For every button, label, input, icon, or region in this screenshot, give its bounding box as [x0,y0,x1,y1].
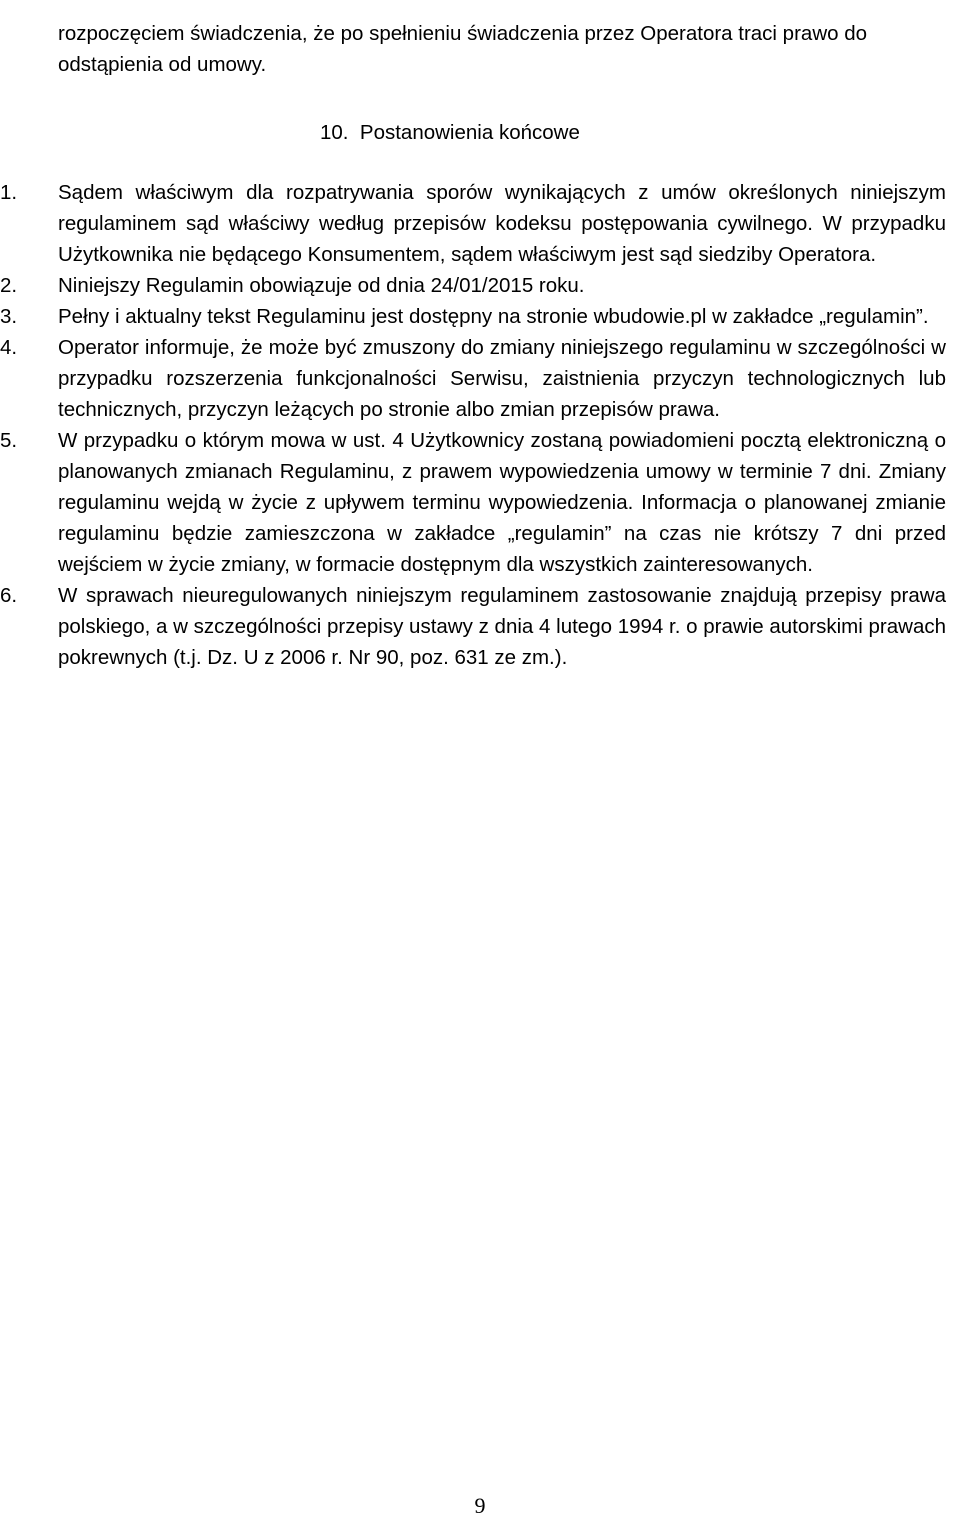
clause-item [0,301,946,332]
clause-number: 5. [0,429,18,452]
clause-number: 6. [0,584,18,607]
page-number: 9 [474,1493,486,1518]
clause-text: Sądem właściwym dla rozpatrywania sporów wynikających z umów określonych niniejszym regulaminem sąd właściwy według przepisów kodeksu postępowania cywilnego. W przypadku Użytkownika nie będącego Konsumentem, sądem właściwym jest sąd siedziby Operatora. [58,181,946,266]
section-heading [320,117,580,148]
clause-item [0,332,946,425]
clause-text: Pełny i aktualny tekst Regulaminu jest dostępny na stronie wbudowie.pl w zakładce „regulamin”. [58,305,929,328]
clause-item [0,580,946,673]
clause-item [0,177,946,270]
clause-item [0,270,946,301]
clause-list [0,177,946,673]
clause-item [0,425,946,580]
section-number: 10. [320,121,349,144]
clause-text: W sprawach nieuregulowanych niniejszym regulaminem zastosowanie znajdują przepisy prawa polskiego, a w szczególności przepisy ustawy z dnia 4 lutego 1994 r. o prawie autorskimi prawach pokrewnych (t.j. Dz. U z 2006 r. Nr 90, poz. 631 ze zm.). [58,584,946,669]
clause-text: Niniejszy Regulamin obowiązuje od dnia 24/01/2015 roku. [58,274,585,297]
clause-number: 3. [0,305,18,328]
clause-number: 1. [0,181,18,204]
section-title: Postanowienia końcowe [359,121,580,144]
clause-number: 4. [0,336,18,359]
intro-paragraph: rozpoczęciem świadczenia, że po spełnieniu świadczenia przez Operatora traci prawo do odstąpienia od umowy. [58,21,868,76]
clause-text: W przypadku o którym mowa w ust. 4 Użytkownicy zostaną powiadomieni pocztą elektroniczną o planowanych zmianach Regulaminu, z prawem wypowiedzenia umowy w terminie 7 dni. Zmiany regulaminu wejdą w życie z upływem terminu wypowiedzenia. Informacja o planowanej zmianie regulaminu będzie zamieszczona w zakładce „regulamin” na czas nie krótszy 7 dni przed wejściem w życie zmiany, w formacie dostępnym dla wszystkich zainteresowanych. [58,429,946,576]
clause-number: 2. [0,274,18,297]
clause-text: Operator informuje, że może być zmuszony do zmiany niniejszego regulaminu w szczególności w przypadku rozszerzenia funkcjonalności Serwisu, zaistnienia przyczyn technologicznych lub technicznych, przyczyn leżących po stronie albo zmian przepisów prawa. [58,336,946,421]
